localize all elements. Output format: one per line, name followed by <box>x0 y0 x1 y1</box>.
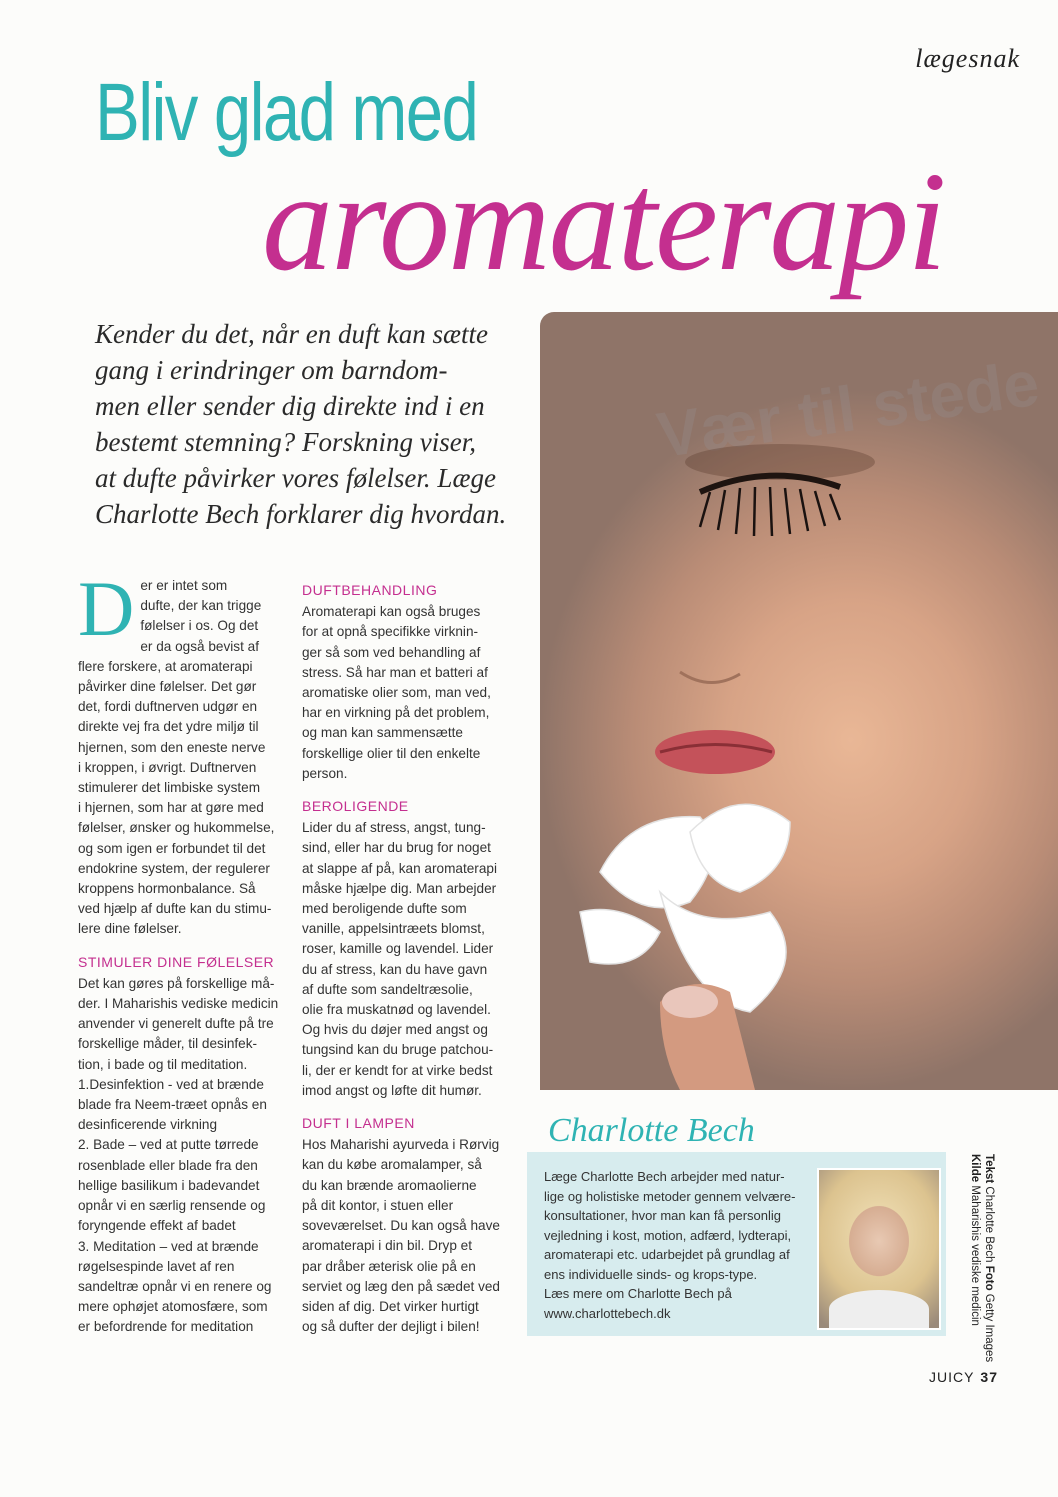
body-line: aromatiske olier som, man ved, <box>302 685 491 701</box>
photo-background-text: Vær til stede <box>652 346 1044 472</box>
article-column-1 <box>78 565 298 1338</box>
body-line: opnår vi en særlig rensende og <box>78 1198 266 1214</box>
body-line: kroppens hormonbalance. Så <box>78 881 256 897</box>
subheading: STIMULER DINE FØLELSER <box>78 953 275 970</box>
subheading: BEROLIGENDE <box>302 798 409 815</box>
body-line: og så dufter der dejligt i bilen! <box>302 1319 480 1335</box>
body-line: du kan brænde aromaolierne <box>302 1177 477 1193</box>
body-line: blade fra Neem-træet opnås en <box>78 1097 267 1113</box>
body-line: olie fra muskatnød og lavendel. <box>302 1002 491 1018</box>
bio-line: vejledning i kost, motion, adfærd, lydterapi, <box>544 1227 792 1243</box>
body-line: sind, eller har du brug for noget <box>302 840 491 856</box>
body-line: imod angst og løfte dit humør. <box>302 1082 482 1098</box>
body-line: 1.Desinfektion - ved at brænde <box>78 1076 264 1092</box>
body-line: du af stress, kan du have gavn <box>302 961 488 977</box>
page-number: 37 <box>980 1369 998 1385</box>
portrait-shirt <box>829 1290 929 1328</box>
credit-line-1: Tekst Charlotte Bech Foto Getty Images <box>983 1154 995 1363</box>
photo-illustration <box>540 312 1058 1090</box>
bio-line: aromaterapi etc. udarbejdet på grundlag af <box>544 1247 790 1262</box>
body-line: par dråber æterisk olie på en <box>302 1258 476 1274</box>
body-line: er befordrende for meditation <box>78 1319 254 1335</box>
lead-line: gang i erindringer om barndom- <box>95 355 448 385</box>
headline-line-1: Bliv glad med <box>95 67 478 158</box>
body-line: på dit kontor, i stuen eller <box>302 1197 454 1213</box>
body-line: har en virkning på det problem, <box>302 705 490 721</box>
body-line: for at opnå specifikke virknin- <box>302 624 479 640</box>
body-line: siden af dig. Det virker hurtigt <box>302 1298 479 1314</box>
body-line: påvirker dine følelser. Det gør <box>78 679 257 695</box>
body-line: og man kan sammensætte <box>302 725 463 741</box>
body-line: er da også bevist af <box>140 638 259 654</box>
bio-line: Læs mere om Charlotte Bech på <box>544 1286 732 1301</box>
body-line: forskellige olier til den enkelte <box>302 745 481 761</box>
body-line: rosenblade eller blade fra den <box>78 1157 258 1173</box>
body-line: roser, kamille og lavendel. Lider <box>302 941 494 957</box>
body-line: endokrine system, der regulerer <box>78 860 270 876</box>
body-line: soveværelset. Du kan også have <box>302 1218 500 1234</box>
body-line: person. <box>302 765 348 781</box>
body-line: direkte vej fra det ydre miljø til <box>78 719 259 735</box>
lead-line: at dufte påvirker vores følelser. Læge <box>95 463 496 493</box>
body-line: Hos Maharishi ayurveda i Rørvig <box>302 1137 500 1153</box>
page-footer <box>929 1369 998 1385</box>
drop-cap: D <box>78 565 135 652</box>
credit-line-2: Kilde Maharishis vediske medicin <box>969 1154 981 1326</box>
body-line: flere forskere, at aromaterapi <box>78 658 253 674</box>
body-line: forskellige måder, til desinfek- <box>78 1036 258 1052</box>
body-line: stress. Så har man et batteri af <box>302 664 488 680</box>
flower <box>580 804 790 1012</box>
body-line: kan du købe aromalamper, så <box>302 1157 482 1173</box>
bio-line: ens individuelle sinds- og krops-type. <box>544 1266 758 1282</box>
body-line: serviet og læg den på sædet ved <box>302 1278 500 1294</box>
body-line: det, fordi duftnerven udgør en <box>78 699 258 715</box>
bio-text <box>544 1167 814 1323</box>
lead-paragraph <box>95 316 545 532</box>
body-line: Lider du af stress, angst, tung- <box>302 820 486 836</box>
bio-line: Læge Charlotte Bech arbejder med natur- <box>544 1169 785 1184</box>
body-line: stimulerer det limbiske system <box>78 780 261 796</box>
body-line: anvender vi generelt dufte på tre <box>78 1016 274 1032</box>
body-line: vanille, appelsintræets blomst, <box>302 921 485 937</box>
body-line: li, der er kendt for at virke bedst <box>302 1062 493 1078</box>
body-line: Det kan gøres på forskellige må- <box>78 975 275 991</box>
body-line: Og hvis du døjer med angst og <box>302 1022 488 1038</box>
body-line: foryngende effekt af badet <box>78 1218 236 1234</box>
body-line: af dufte som sandeltræsolie, <box>302 981 473 997</box>
article-column-2 <box>302 580 517 1337</box>
body-line: at slappe af på, kan aromaterapi <box>302 860 497 876</box>
body-line: ger så som ved behandling af <box>302 644 481 660</box>
body-line: tion, i bade og til meditation. <box>78 1056 248 1072</box>
subheading: DUFT I LAMPEN <box>302 1115 415 1132</box>
headline-line-2: aromaterapi <box>262 142 945 300</box>
bio-name: Charlotte Bech <box>548 1112 755 1149</box>
body-line: følelser, ønsker og hukommelse, <box>78 820 275 836</box>
body-line: røgelsespinde lavet af ren <box>78 1258 235 1274</box>
bio-url[interactable]: www.charlottebech.dk <box>544 1305 671 1321</box>
body-line: aromaterapi i din bil. Dryp et <box>302 1238 472 1254</box>
body-line: tungsind kan du bruge patchou- <box>302 1042 494 1058</box>
body-line: i hjernen, som har at gøre med <box>78 800 264 816</box>
body-line: følelser i os. Og det <box>140 618 259 634</box>
body-line: er er intet som <box>140 578 228 593</box>
body-line: hellige basilikum i badevandet <box>78 1177 260 1193</box>
body-line: hjernen, som den eneste nerve <box>78 739 266 755</box>
body-line: ved hjælp af dufte kan du stimu- <box>78 901 272 917</box>
lead-line: men eller sender dig direkte ind i en <box>95 391 485 421</box>
bio-line: konsultationer, hvor man kan få personlig <box>544 1208 782 1223</box>
woman-smelling-flower-photo <box>540 312 1058 1090</box>
credits <box>946 1154 1006 1363</box>
body-line: i kroppen, i øvrigt. Duftnerven <box>78 759 257 775</box>
bio-line: lige og holistiske metoder gennem velvære- <box>544 1188 796 1204</box>
author-portrait <box>817 1168 941 1330</box>
body-line: 2. Bade – ved at putte tørrede <box>78 1137 259 1153</box>
body-line: desinficerende virkning <box>78 1117 218 1133</box>
subheading: DUFTBEHANDLING <box>302 582 438 598</box>
body-line: med beroligende dufte som <box>302 901 467 917</box>
body-line: måske hjælpe dig. Man arbejder <box>302 880 497 896</box>
lead-line: Charlotte Bech forklarer dig hvordan. <box>95 499 507 529</box>
magazine-name: JUICY <box>928 1369 975 1385</box>
body-line: dufte, der kan trigge <box>140 598 262 614</box>
section-label: lægesnak <box>915 44 1020 73</box>
body-line: sandeltræ opnår vi en renere og <box>78 1278 272 1294</box>
body-line: mere ophøjet atomosfære, som <box>78 1299 268 1315</box>
body-line: 3. Meditation – ved at brænde <box>78 1238 259 1254</box>
lead-line: bestemt stemning? Forskning viser, <box>95 427 476 457</box>
body-line: lere dine følelser. <box>78 921 182 937</box>
body-line: der. I Maharishis vediske medicin <box>78 996 279 1012</box>
lead-line: Kender du det, når en duft kan sætte <box>95 319 488 349</box>
body-line: Aromaterapi kan også bruges <box>302 604 481 620</box>
body-line: og som igen er forbundet til det <box>78 840 266 856</box>
